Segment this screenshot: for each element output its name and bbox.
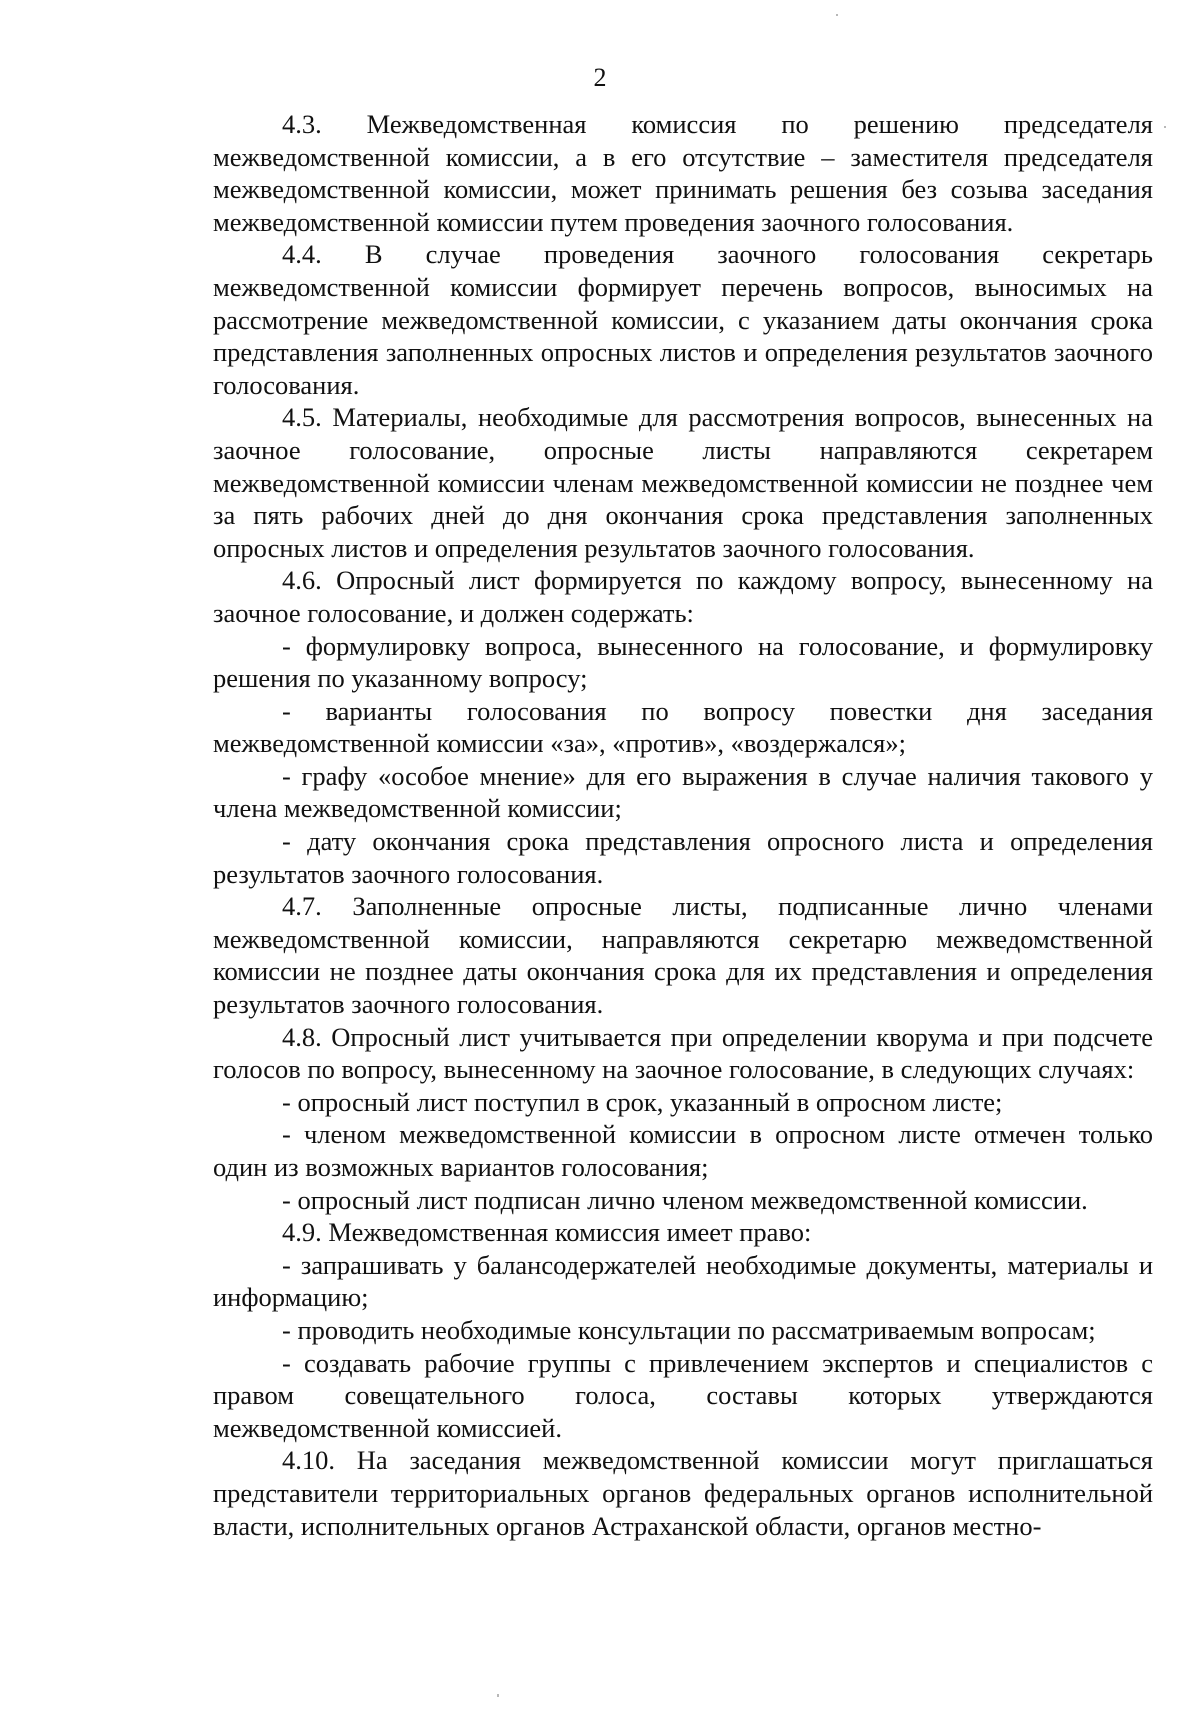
paragraph-4-4: 4.4. В случае проведения заочного голосования секретарь межведомственной комиссии формирует перечень вопросов, выносимых на рассмотрение межведомственной комиссии, с указанием даты окончания срока представления заполненных опросных листов и определения результатов заочного голосования. [213, 239, 1153, 400]
list-item: - формулировку вопроса, вынесенного на голосование, и формулировку решения по указанному вопросу; [213, 630, 1153, 694]
scan-artifact [1164, 126, 1166, 128]
paragraph-4-5: 4.5. Материалы, необходимые для рассмотрения вопросов, вынесенных на заочное голосование, опросные листы направляются секретарем межведомственной комиссии членам межведомственной комиссии не позднее чем за пять рабочих дней до дня окончания срока представления заполненных опросных листов и определения результатов заочного голосования. [213, 402, 1153, 563]
page-number: 2 [593, 63, 607, 92]
list-item: - членом межведомственной комиссии в опросном листе отмечен только один из возможных вариантов голосования; [213, 1119, 1153, 1182]
paragraph-4-7: 4.7. Заполненные опросные листы, подписанные лично членами межведомственной комиссии, направляются секретарю межведомственной комиссии не позднее даты окончания срока для их представления и определения результатов заочного голосования. [213, 891, 1153, 1020]
document-body [213, 108, 1153, 1542]
scan-artifact [497, 1694, 499, 1697]
paragraph-4-3: 4.3. Межведомственная комиссия по решению председателя межведомственной комиссии, а в его отсутствие – заместителя председателя межведомственной комиссии, может принимать решения без созыва заседания межведомственной комиссии путем проведения заочного голосования. [213, 109, 1153, 237]
list-item: - запрашивать у балансодержателей необходимые документы, материалы и информацию; [213, 1249, 1153, 1313]
list-item: - опросный лист подписан лично членом межведомственной комиссии. [282, 1184, 1088, 1215]
list-item: - графу «особое мнение» для его выражения в случае наличия такового у члена межведомственной комиссии; [213, 760, 1153, 824]
list-item: - дату окончания срока представления опросного листа и определения результатов заочного голосования. [213, 826, 1153, 889]
paragraph-4-6: 4.6. Опросный лист формируется по каждому вопросу, вынесенному на заочное голосование, и должен содержать: [213, 565, 1153, 628]
paragraph-4-9: 4.9. Межведомственная комиссия имеет право: [282, 1217, 812, 1248]
paragraph-4-10: 4.10. На заседания межведомственной комиссии могут приглашаться представители территориальных органов федеральных органов исполнительной власти, исполнительных органов Астраханской области, органов местно- [213, 1445, 1153, 1541]
list-item: - проводить необходимые консультации по рассматриваемым вопросам; [282, 1314, 1096, 1345]
list-item: - опросный лист поступил в срок, указанный в опросном листе; [282, 1086, 1003, 1117]
scan-artifact [836, 14, 838, 16]
paragraph-4-8: 4.8. Опросный лист учитывается при определении кворума и при подсчете голосов по вопросу, вынесенному на заочное голосование, в следующих случаях: [213, 1021, 1153, 1085]
list-item: - варианты голосования по вопросу повестки дня заседания межведомственной комиссии «за», «против», «воздержался»; [213, 695, 1153, 759]
list-item: - создавать рабочие группы с привлечением экспертов и специалистов с правом совещательного голоса, составы которых утверждаются межведомственной комиссией. [213, 1347, 1153, 1443]
